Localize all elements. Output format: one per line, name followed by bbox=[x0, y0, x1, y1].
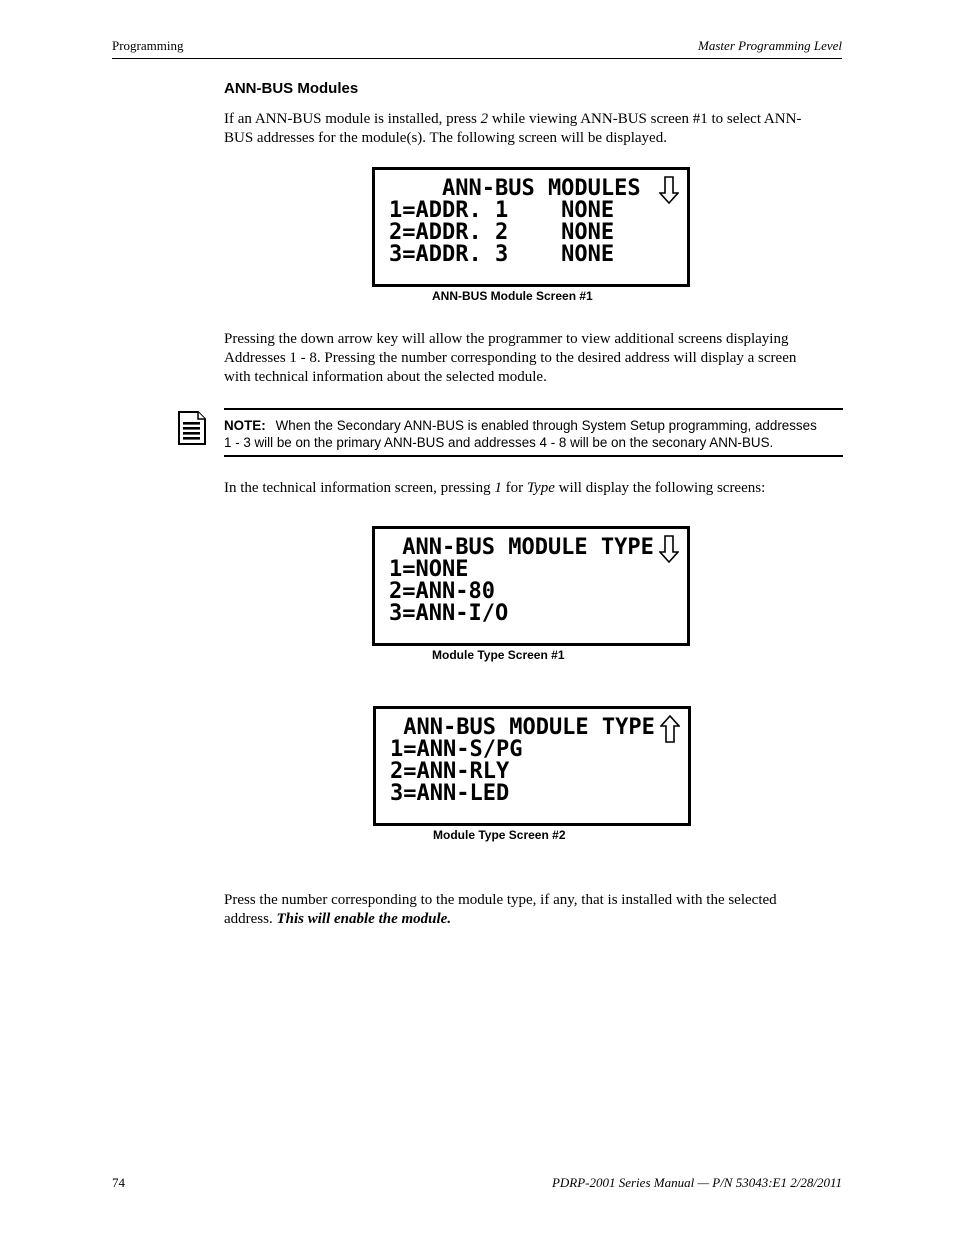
para3-key: 1 bbox=[494, 480, 502, 496]
intro-key: 2 bbox=[480, 111, 489, 127]
header-chapter-name: Master Programming Level bbox=[698, 38, 842, 53]
screen2-caption: Module Type Screen #1 bbox=[432, 648, 565, 662]
lcd-screen-module-type-2 bbox=[373, 706, 691, 826]
paragraph-line: Pressing the down arrow key will allow the programmer to view additional screens displaying bbox=[224, 331, 789, 347]
screen3-caption: Module Type Screen #2 bbox=[433, 828, 566, 842]
para3-text-2: for bbox=[501, 480, 527, 496]
lcd-line: ANN-BUS MODULES bbox=[389, 176, 641, 201]
screen1-caption: ANN-BUS Module Screen #1 bbox=[432, 289, 593, 303]
header-section-name: Programming bbox=[112, 38, 184, 53]
lcd-line: 1=ANN-S/PG bbox=[390, 737, 523, 762]
header-rule bbox=[112, 58, 842, 59]
lcd-line: ANN-BUS MODULE TYPE bbox=[390, 715, 655, 740]
para3-type-word: Type bbox=[526, 480, 555, 496]
paragraph-line: Press the number corresponding to the module type, if any, that is installed with the selected bbox=[224, 892, 777, 908]
para3-text-1: In the technical information screen, pressing bbox=[224, 480, 495, 496]
note-document-icon bbox=[178, 411, 206, 445]
intro-text-1: If an ANN-BUS module is installed, press bbox=[224, 111, 481, 127]
para3-text-3: will display the following screens: bbox=[554, 480, 766, 496]
note-line-1: When the Secondary ANN-BUS is enabled through System Setup programming, addresses bbox=[275, 418, 817, 433]
section-title: ANN-BUS Modules bbox=[224, 80, 359, 97]
note-line-2: 1 - 3 will be on the primary ANN-BUS and addresses 4 - 8 will be on the seconary ANN-BUS. bbox=[224, 435, 774, 450]
intro-line-2: BUS addresses for the module(s). The following screen will be displayed. bbox=[224, 130, 667, 146]
lcd-line: 3=ANN-I/O bbox=[389, 601, 509, 626]
footer-document-info: PDRP-2001 Series Manual — P/N 53043:E1 2/28/2011 bbox=[551, 1175, 842, 1190]
down-arrow-icon bbox=[659, 176, 679, 204]
up-arrow-icon bbox=[660, 715, 680, 743]
lcd-screen-ann-bus-modules bbox=[372, 167, 690, 287]
note-rule-top bbox=[224, 408, 843, 410]
lcd-line: 3=ADDR. 3 NONE bbox=[389, 242, 615, 267]
paragraph-enable-module bbox=[224, 891, 844, 929]
paragraph-type-screens bbox=[224, 479, 844, 498]
intro-text-2: while viewing ANN-BUS screen #1 to select ANN- bbox=[488, 111, 802, 127]
para4-plain: address. bbox=[224, 911, 277, 927]
lcd-line: 3=ANN-LED bbox=[390, 781, 510, 806]
para4-emphasis: This will enable the module. bbox=[276, 911, 452, 927]
lcd-line: ANN-BUS MODULE TYPE bbox=[389, 535, 654, 560]
note-label: NOTE: bbox=[224, 418, 266, 433]
lcd-screen-module-type-1 bbox=[372, 526, 690, 646]
lcd-line: 1=NONE bbox=[389, 557, 469, 582]
lcd-line: 2=ADDR. 2 NONE bbox=[389, 220, 615, 245]
lcd-line: 2=ANN-RLY bbox=[390, 759, 510, 784]
lcd-line: 1=ADDR. 1 NONE bbox=[389, 198, 615, 223]
down-arrow-icon bbox=[659, 535, 679, 563]
page-number: 74 bbox=[112, 1175, 125, 1190]
lcd-line: 2=ANN-80 bbox=[389, 579, 495, 604]
paragraph-navigation bbox=[224, 330, 844, 387]
note-rule-bottom bbox=[224, 455, 843, 457]
paragraph-line: Addresses 1 - 8. Pressing the number corresponding to the desired address will display a screen bbox=[224, 350, 797, 366]
intro-paragraph bbox=[224, 110, 844, 148]
paragraph-line: with technical information about the selected module. bbox=[224, 369, 547, 385]
note-text bbox=[224, 417, 849, 451]
